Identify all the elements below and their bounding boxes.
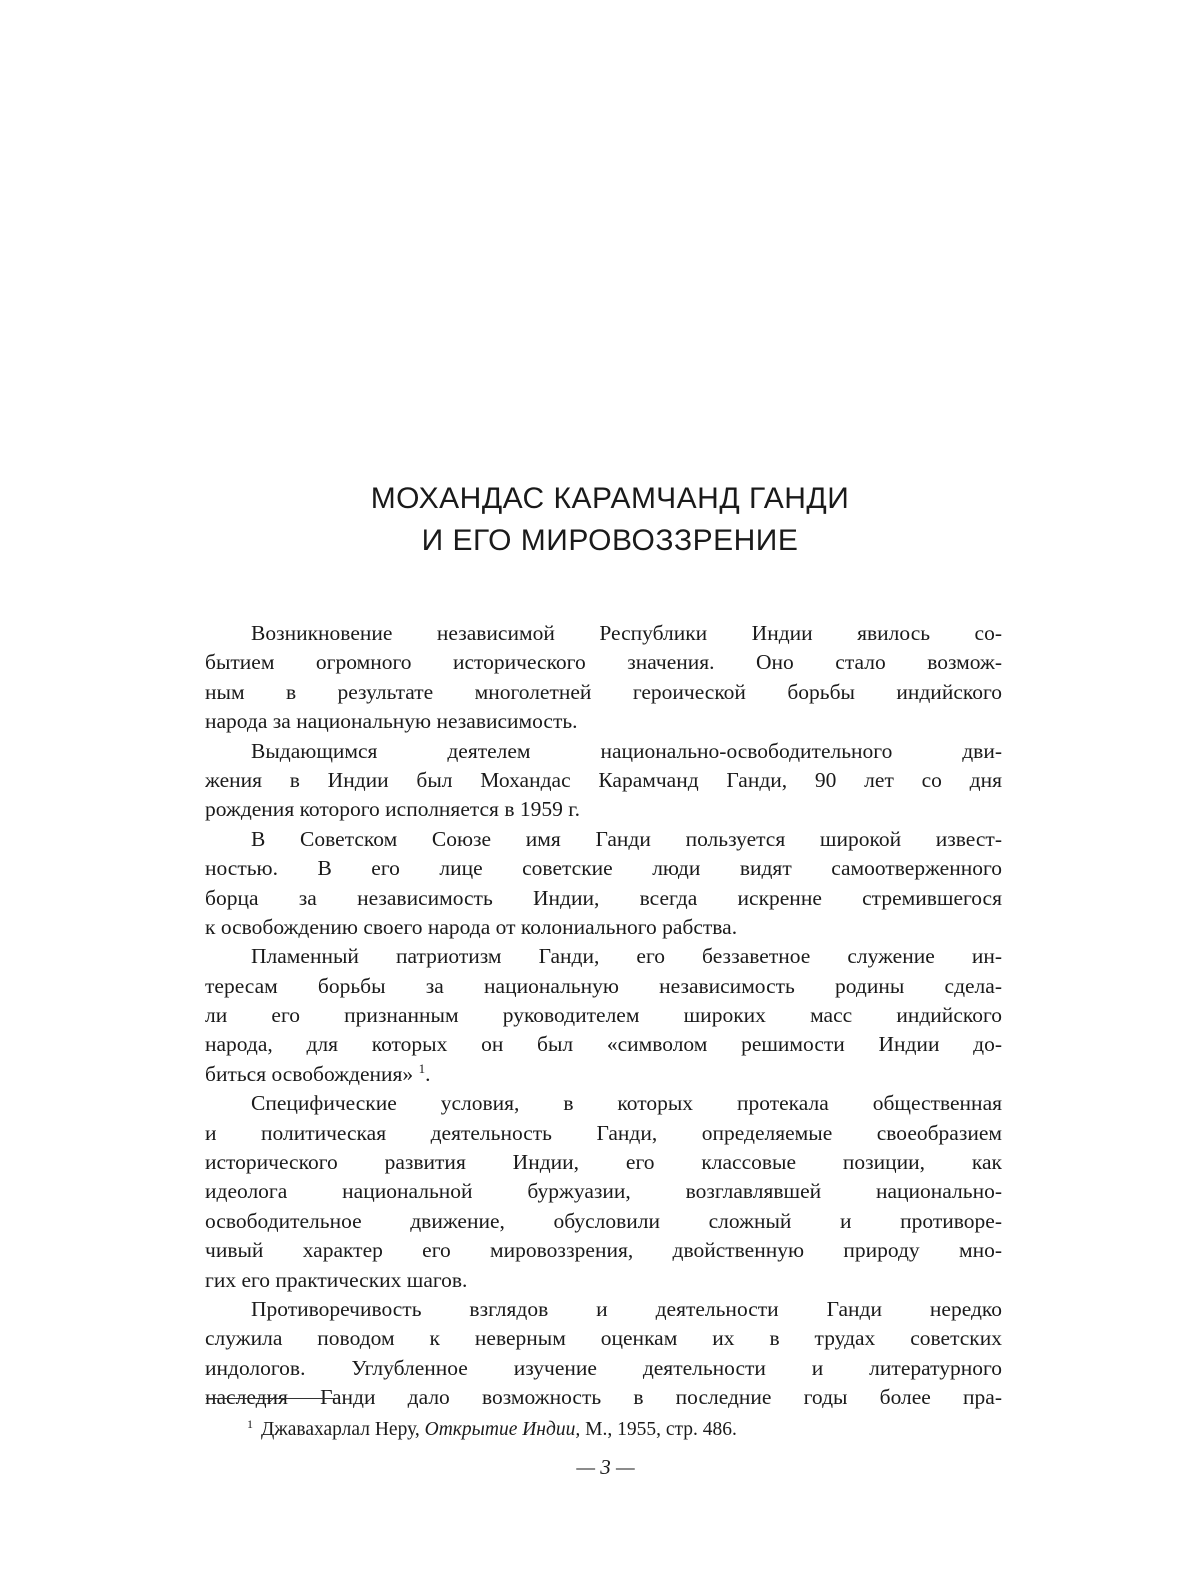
chapter-title (200, 478, 1020, 562)
text-line: тересам борьбы за национальную независимость родины сдела- (205, 973, 1002, 998)
text-line: и политическая деятельность Ганди, определяемые своеобразием (205, 1120, 1002, 1145)
text-line: исторического развития Индии, его классовые позиции, как (205, 1150, 1002, 1175)
text-line: чивый характер его мировоззрения, двойственную природу мно- (205, 1238, 1002, 1263)
paragraph (205, 619, 1002, 737)
footnote-reference: 1 (418, 1060, 426, 1076)
text-line: народа, для которых он был «символом решимости Индии до- (205, 1032, 1002, 1057)
footnote-work-title: Открытие Индии, (424, 1419, 581, 1440)
main-text (205, 619, 1002, 1413)
text-line: бытием огромного исторического значения. Оно стало возмож- (205, 650, 1002, 675)
text-line: ным в результате многолетней героической борьбы индийского (205, 679, 1002, 704)
chapter-title-line-2: И ЕГО МИРОВОЗЗРЕНИЕ (421, 524, 799, 557)
text-line: служила поводом к неверным оценкам их в трудах советских (205, 1326, 1002, 1351)
footnote-mark: 1 (247, 1417, 253, 1431)
text-line: рождения которого исполняется в 1959 г. (205, 797, 580, 822)
text-line: освободительное движение, обусловили сложный и противоре- (205, 1208, 1002, 1233)
footnote-author: Джавахарлал Неру, (261, 1419, 420, 1440)
chapter-title-line-1: МОХАНДАС КАРАМЧАНД ГАНДИ (370, 482, 850, 515)
text-line: жения в Индии был Мохандас Карамчанд Ганди, 90 лет со дня (205, 767, 1002, 792)
text-line-with-footnote (205, 1060, 1002, 1089)
text-line: индологов. Углубленное изучение деятельности и литературного (205, 1355, 1002, 1380)
text-line: гих его практических шагов. (205, 1267, 468, 1292)
page-number: — 3 — (576, 1455, 635, 1479)
text-line: Пламенный патриотизм Ганди, его беззаветное служение ин- (251, 944, 1002, 969)
text-line: В Советском Союзе имя Ганди пользуется широкой извест- (251, 826, 1002, 851)
text-line: Специфические условия, в которых протекала общественная (251, 1091, 1002, 1116)
paragraph (205, 1089, 1002, 1295)
text-line: ностью. В его лице советские люди видят самоотверженного (205, 856, 1002, 881)
paragraph (205, 1295, 1002, 1413)
text-line: Выдающимся деятелем национально-освободительного дви- (251, 738, 1002, 763)
text-line: борца за независимость Индии, всегда искренне стремившегося (205, 885, 1002, 910)
text-line: идеолога национальной буржуазии, возглавлявшей национально- (205, 1179, 1002, 1204)
paragraph (205, 825, 1002, 943)
sentence-end: . (425, 1061, 431, 1086)
text-line: народа за национальную независимость. (205, 709, 578, 734)
footnote (247, 1410, 737, 1444)
text-line: Противоречивость взглядов и деятельности Ганди нередко (251, 1296, 1002, 1321)
paragraph (205, 942, 1002, 1089)
footnote-details: М., 1955, стр. 486. (585, 1419, 737, 1440)
text-line: ли его признанным руководителем широких масс индийского (205, 1003, 1002, 1028)
paragraph (205, 737, 1002, 825)
text-line: Возникновение независимой Республики Индии явилось со- (251, 621, 1002, 645)
footnote-divider (206, 1398, 340, 1399)
text-line-content: биться освобождения» (205, 1061, 414, 1086)
text-line: к освобождению своего народа от колониального рабства. (205, 914, 738, 939)
text-line: наследия Ганди дало возможность в последние годы более пра- (205, 1385, 1002, 1410)
